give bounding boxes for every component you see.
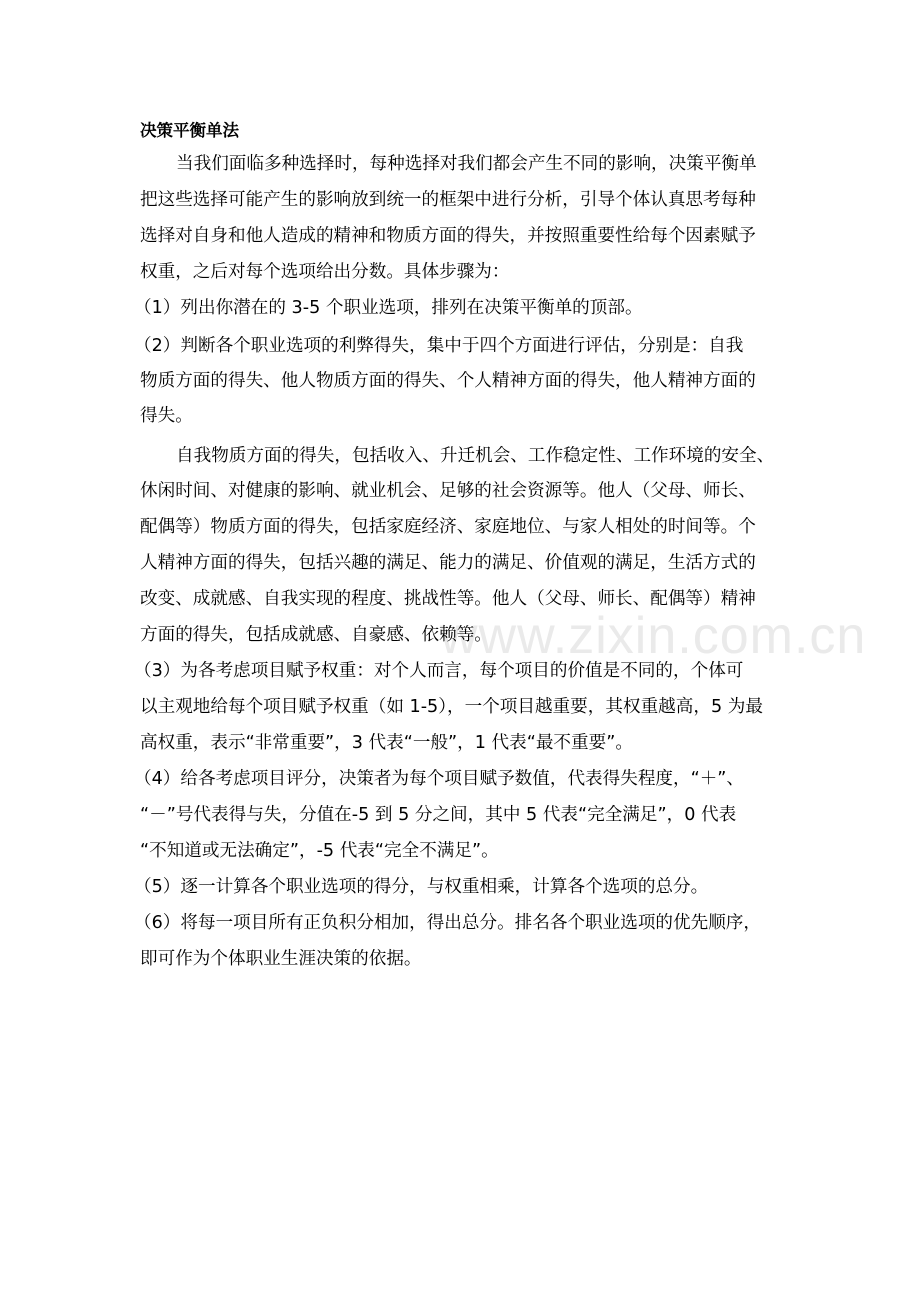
text-line: 把这些选择可能产生的影响放到统一的框架中进行分析，引导个体认真思考每种	[140, 190, 756, 210]
text-line: （1）列出你潜在的 3-5 个职业选项，排列在决策平衡单的顶部。	[134, 298, 643, 318]
document-title: 决策平衡单法	[140, 121, 239, 140]
text-line: 休闲时间、对健康的影响、就业机会、足够的社会资源等。他人（父母、师长、	[140, 481, 756, 501]
text-line: 方面的得失，包括成就感、自豪感、依赖等。	[140, 625, 492, 645]
text-line: （5）逐一计算各个职业选项的得分，与权重相乘，计算各个选项的总分。	[134, 877, 709, 897]
text-line: （2）判断各个职业选项的利弊得失，集中于四个方面进行评估，分别是：自我	[134, 336, 744, 356]
text-line: “－”号代表得与失，分值在-5 到 5 分之间，其中 5 代表“完全满足”，0 代表	[140, 805, 737, 825]
text-line: 得失。	[140, 406, 193, 426]
text-line: 选择对自身和他人造成的精神和物质方面的得失，并按照重要性给每个因素赋予	[140, 226, 756, 246]
text-line: （6）将每一项目所有正负积分相加，得出总分。排名各个职业选项的优先顺序，	[134, 913, 761, 933]
text-line: （3）为各考虑项目赋予权重：对个人而言，每个项目的价值是不同的，个体可	[134, 661, 744, 681]
text-line: 人精神方面的得失，包括兴趣的满足、能力的满足、价值观的满足，生活方式的	[140, 553, 756, 573]
watermark: www.zixin.com.cn	[440, 607, 867, 665]
text-line: “不知道或无法确定”，-5 代表“完全不满足”。	[140, 841, 499, 861]
text-line: 自我物质方面的得失，包括收入、升迁机会、工作稳定性、工作环境的安全、	[176, 446, 775, 466]
text-line: 配偶等）物质方面的得失，包括家庭经济、家庭地位、与家人相处的时间等。个	[140, 517, 756, 537]
text-line: 权重，之后对每个选项给出分数。具体步骤为：	[140, 262, 510, 282]
text-line: 即可作为个体职业生涯决策的依据。	[140, 949, 422, 969]
text-line: 物质方面的得失、他人物质方面的得失、个人精神方面的得失，他人精神方面的	[140, 371, 756, 391]
text-line: 当我们面临多种选择时，每种选择对我们都会产生不同的影响，决策平衡单	[176, 154, 757, 174]
text-line: 改变、成就感、自我实现的程度、挑战性等。他人（父母、师长、配偶等）精神	[140, 589, 756, 609]
text-line: （4）给各考虑项目评分，决策者为每个项目赋予数值，代表得失程度，“＋”、	[134, 769, 745, 789]
text-line: 高权重，表示“非常重要”，3 代表“一般”，1 代表“最不重要”。	[140, 733, 633, 753]
text-line: 以主观地给每个项目赋予权重（如 1-5），一个项目越重要，其权重越高，5 为最	[140, 697, 763, 717]
